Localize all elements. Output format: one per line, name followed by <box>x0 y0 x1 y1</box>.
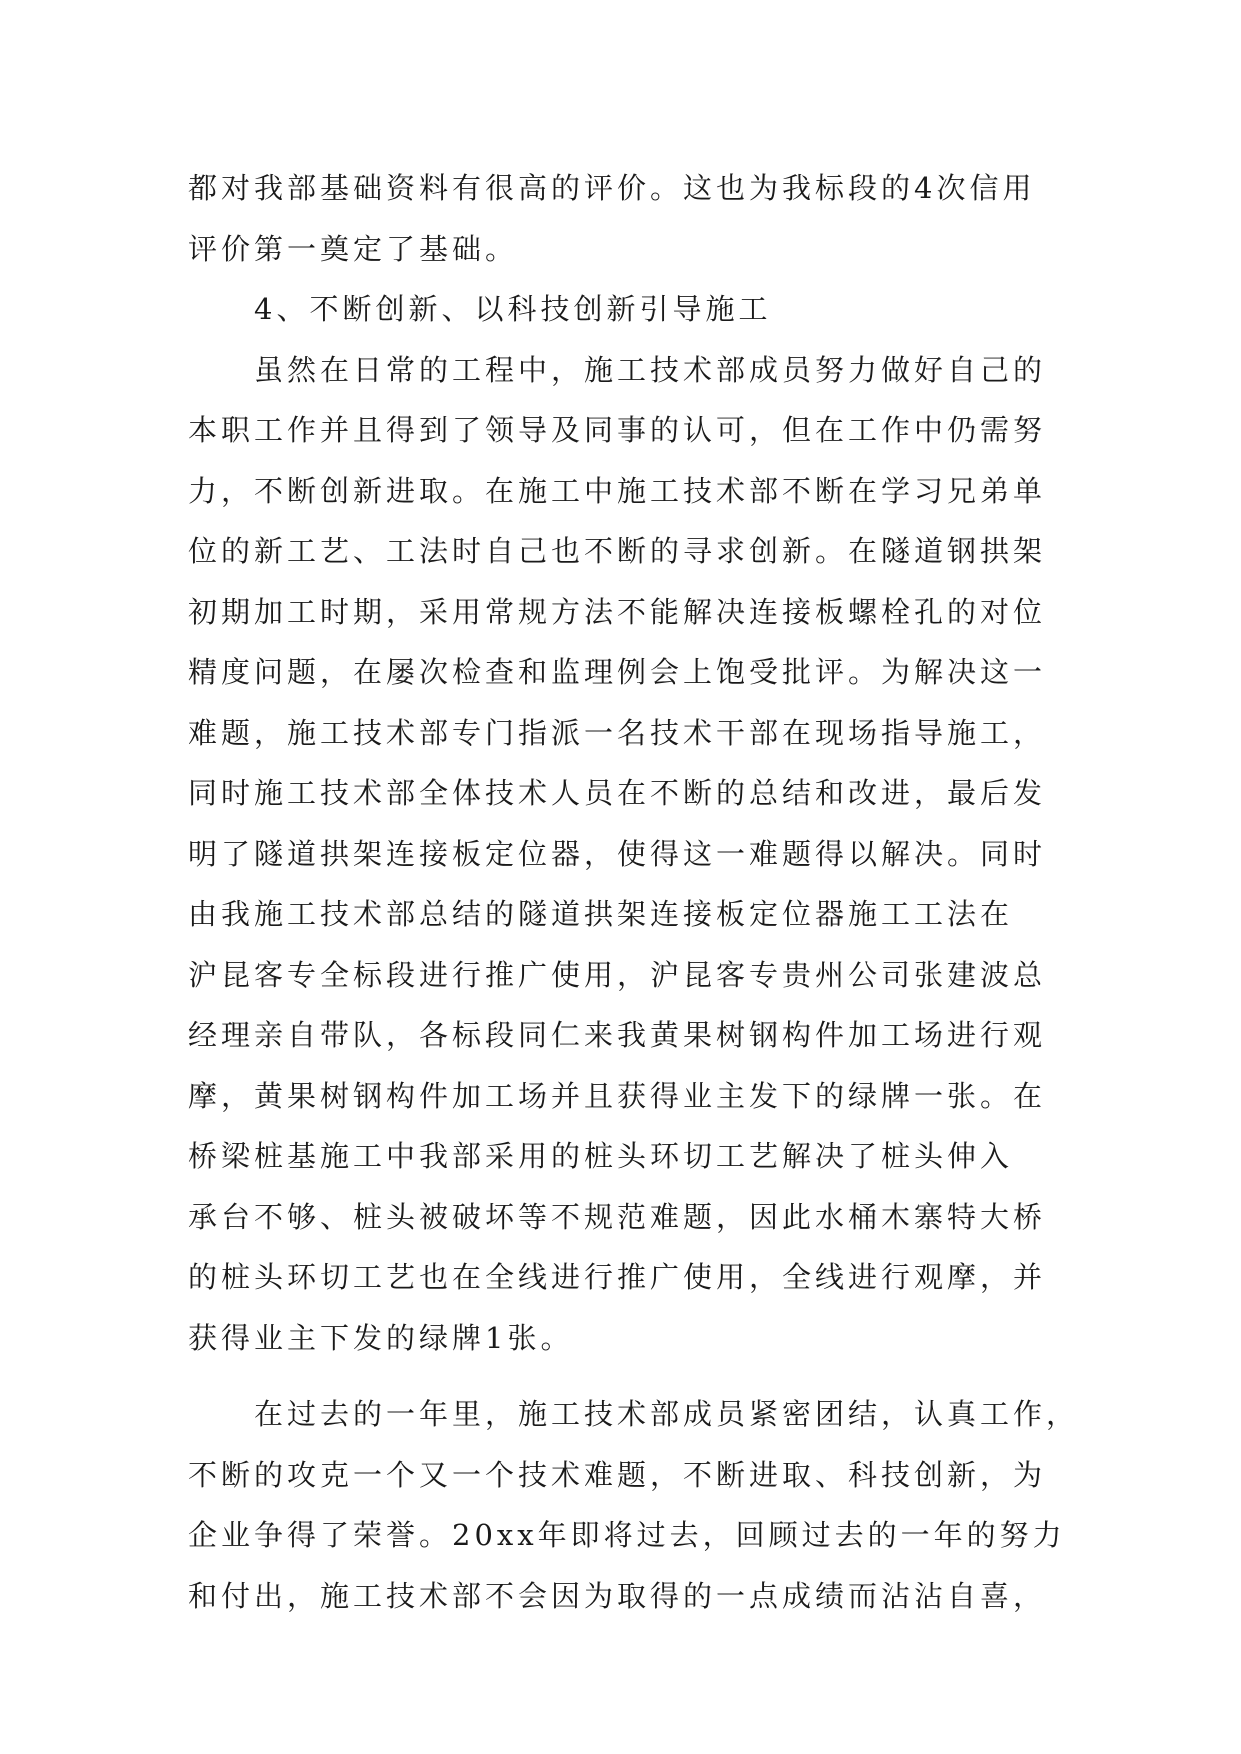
text-line: 由我施工技术部总结的隧道拱架连接板定位器施工工法在 <box>188 897 1014 931</box>
text-line: 和付出，施工技术部不会因为取得的一点成绩而沾沾自喜， <box>188 1578 1047 1613</box>
paragraph-gap <box>188 1368 1058 1384</box>
text-line: 位的新工艺、工法时自己也不断的寻求创新。在隧道钢拱架 <box>188 534 1047 568</box>
section-heading: 4、不断创新、以科技创新引导施工 <box>254 292 772 326</box>
text-line: 的桩头环切工艺也在全线进行推广使用，全线进行观摩，并 <box>188 1260 1047 1294</box>
paragraph-first-line: 虽然在日常的工程中，施工技术部成员努力做好自己的 <box>254 352 1047 387</box>
text-line: 桥梁桩基施工中我部采用的桩头环切工艺解决了桩头伸入 <box>188 1139 1014 1173</box>
text-line: 同时施工技术部全体技术人员在不断的总结和改进，最后发 <box>188 776 1047 810</box>
document-body <box>188 158 1080 1626</box>
text-line: 明了隧道拱架连接板定位器，使得这一难题得以解决。同时 <box>188 836 1047 871</box>
text-line: 都对我部基础资料有很高的评价。这也为我标段的4次信用 <box>188 171 1036 205</box>
paragraph-first-line: 在过去的一年里，施工技术部成员紧密团结，认真工作， <box>254 1397 1080 1431</box>
text-line: 不断的攻克一个又一个技术难题，不断进取、科技创新，为 <box>188 1457 1047 1492</box>
text-line: 初期加工时期，采用常规方法不能解决连接板螺栓孔的对位 <box>188 594 1047 629</box>
text-line: 难题，施工技术部专门指派一名技术干部在现场指导施工， <box>188 715 1047 750</box>
text-line: 承台不够、桩头被破坏等不规范难题，因此水桶木寨特大桥 <box>188 1199 1047 1234</box>
text-line: 经理亲自带队，各标段同仁来我黄果树钢构件加工场进行观 <box>188 1018 1047 1052</box>
text-line: 评价第一奠定了基础。 <box>188 231 519 266</box>
text-line: 沪昆客专全标段进行推广使用，沪昆客专贵州公司张建波总 <box>188 957 1047 992</box>
text-line: 摩，黄果树钢构件加工场并且获得业主发下的绿牌一张。在 <box>188 1078 1047 1113</box>
text-line: 本职工作并且得到了领导及同事的认可，但在工作中仍需努 <box>188 413 1047 447</box>
text-line: 力，不断创新进取。在施工中施工技术部不断在学习兄弟单 <box>188 473 1047 508</box>
text-line: 精度问题，在屡次检查和监理例会上饱受批评。为解决这一 <box>188 655 1047 689</box>
text-line: 企业争得了荣誉。20xx年即将过去，回顾过去的一年的努力 <box>188 1518 1066 1552</box>
text-line: 获得业主下发的绿牌1张。 <box>188 1320 574 1355</box>
